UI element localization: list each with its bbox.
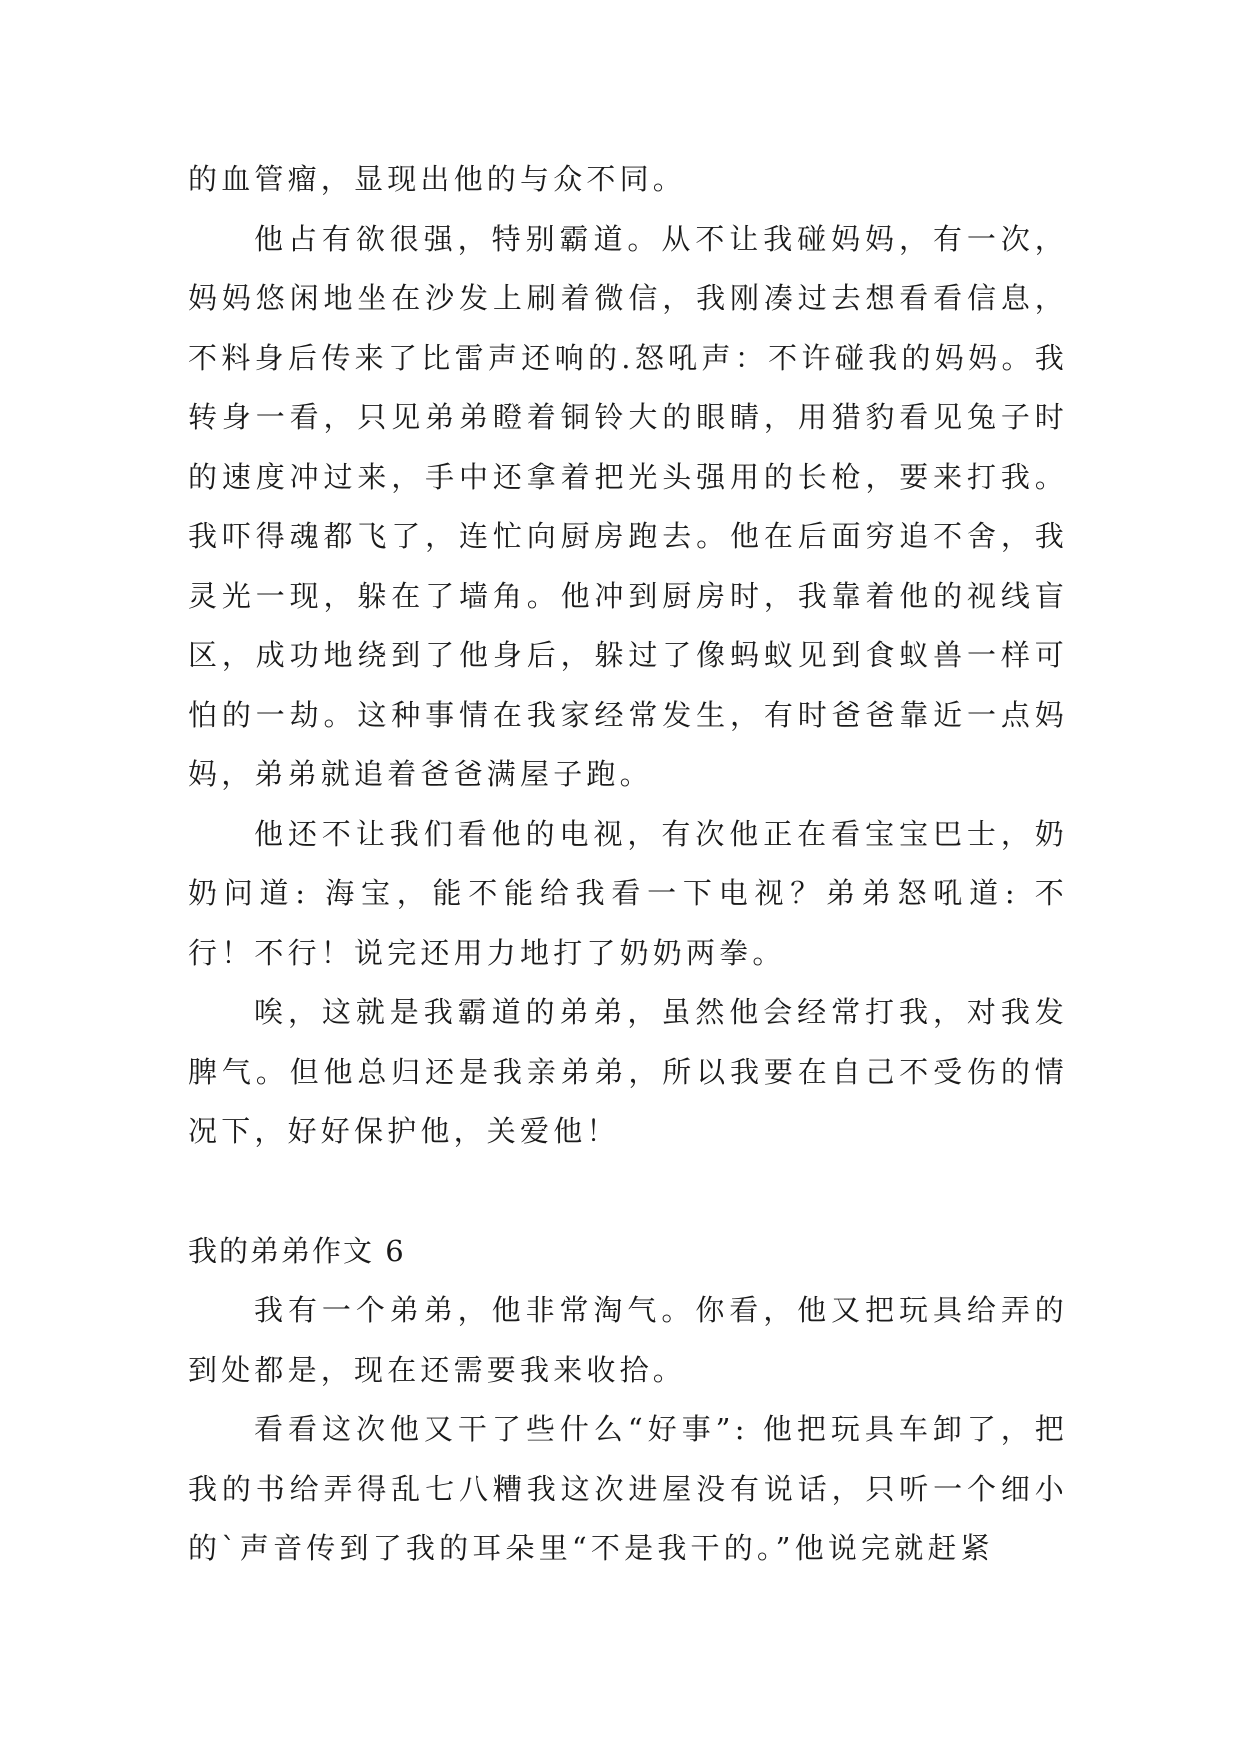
paragraph: 他还不让我们看他的电视，有次他正在看宝宝巴士，奶奶问道: 海宝，能不能给我看一下电视？弟弟怒吼道: 不行！不行！说完还用力地打了奶奶两拳。: [188, 816, 1068, 970]
section-title: 我的弟弟作文 6: [188, 1233, 406, 1268]
paragraph: 他占有欲很强，特别霸道。从不让我碰妈妈，有一次，妈妈悠闲地坐在沙发上刷着微信，我刚凑过去想看看信息，不料身后传来了比雷声还响的.怒吼声：不许碰我的妈妈。我转身一看，只见弟弟瞪着铜铃大的眼睛，用猎豹看见兔子时的速度冲过来，手中还拿着把光头强用的长枪，要来打我。我吓得魂都飞了，连忙向厨房跑去。他在后面穷追不舍，我灵光一现，躲在了墙角。他冲到厨房时，我靠着他的视线盲区，成功地绕到了他身后，躲过了像蚂蚁见到食蚁兽一样可怕的一劫。这种事情在我家经常发生，有时爸爸靠近一点妈妈，弟弟就追着爸爸满屋子跑。: [188, 221, 1068, 791]
document-body: [188, 150, 1068, 1579]
paragraph: 唉，这就是我霸道的弟弟，虽然他会经常打我，对我发脾气。但他总归还是我亲弟弟，所以我要在自己不受伤的情况下，好好保护他，关爱他！: [188, 995, 1068, 1148]
paragraph: 我有一个弟弟，他非常淘气。你看，他又把玩具给弄的到处都是，现在还需要我来收拾。: [188, 1293, 1068, 1387]
paragraph-continuation: 的血管瘤，显现出他的与众不同。: [188, 162, 687, 196]
paragraph: 看看这次他又干了些什么“好事”: 他把玩具车卸了，把我的书给弄得乱七八糟我这次进屋没有说话，只听一个细小的`声音传到了我的耳朵里“不是我干的。”他说完就赶紧: [188, 1412, 1068, 1565]
